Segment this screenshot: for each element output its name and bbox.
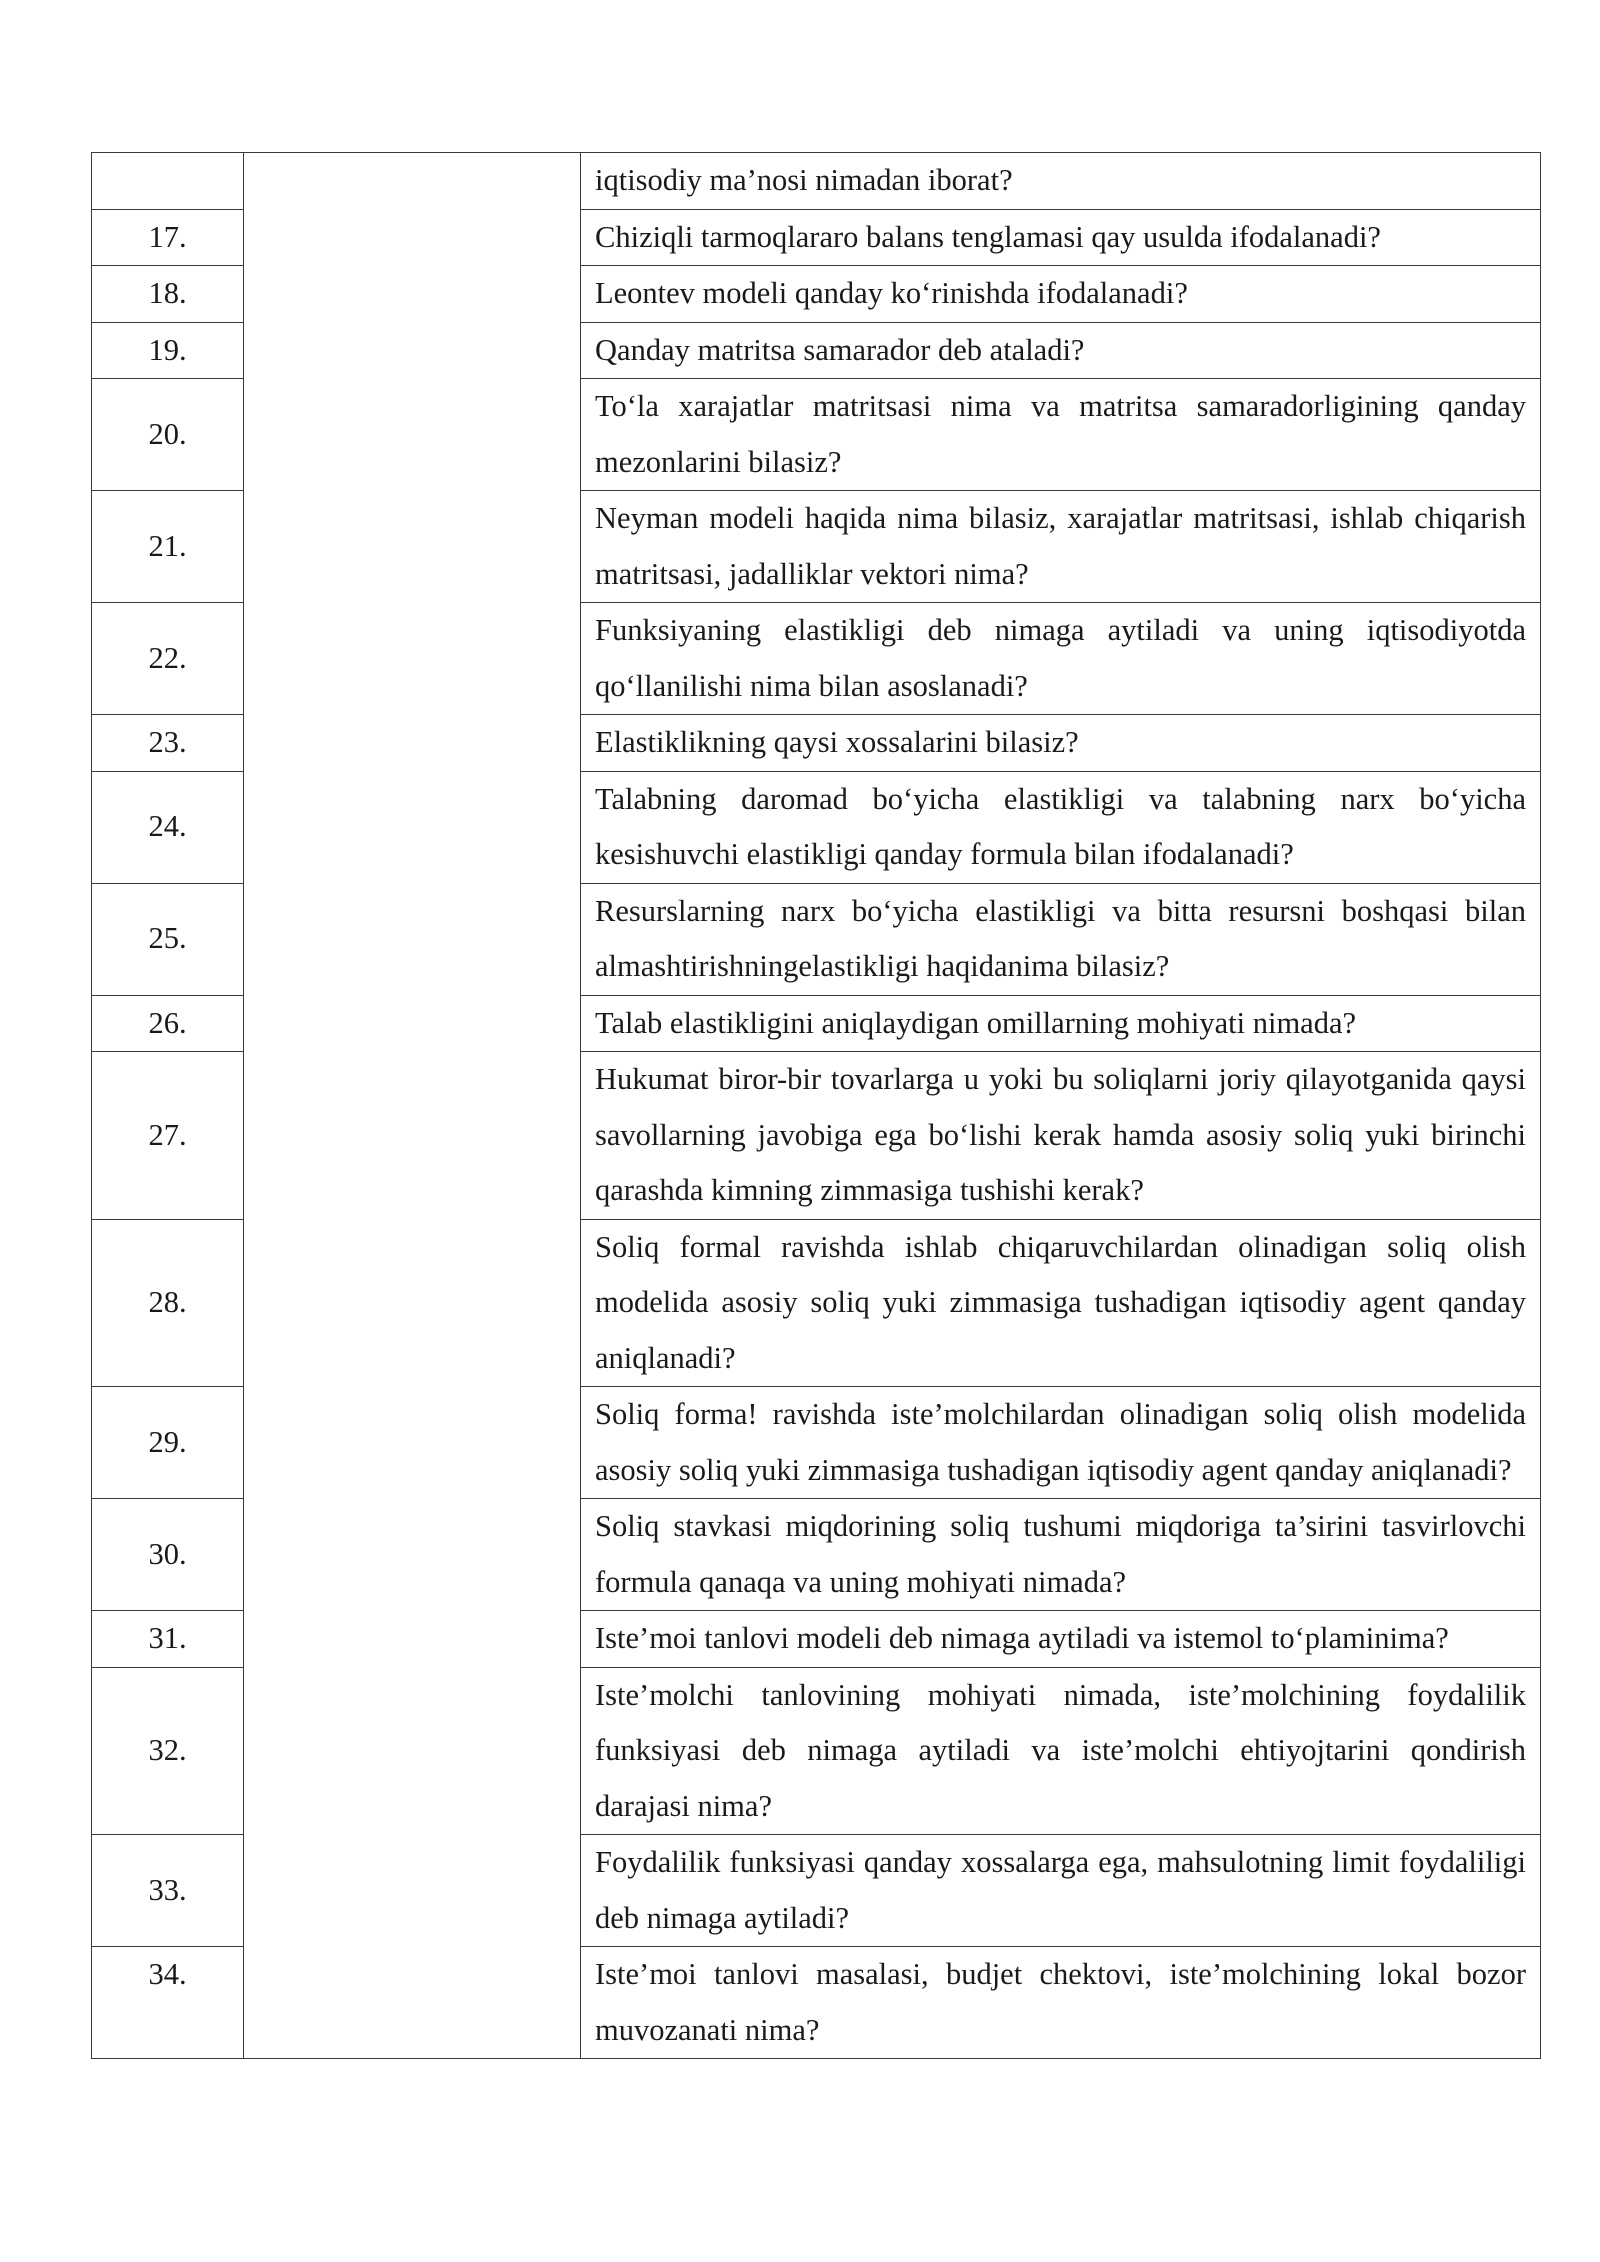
row-number: 29. xyxy=(92,1387,244,1499)
question-text: Neyman modeli haqida nima bilasiz, xarajatlar matritsasi, ishlab chiqarish matritsasi, jadalliklar vektori nima? xyxy=(581,491,1541,603)
question-text: Leontev modeli qanday ko‘rinishda ifodalanadi? xyxy=(581,266,1541,323)
row-number: 20. xyxy=(92,379,244,491)
row-number: 18. xyxy=(92,266,244,323)
question-text: Chiziqli tarmoqlararo balans tenglamasi qay usulda ifodalanadi? xyxy=(581,209,1541,266)
question-text: Funksiyaning elastikligi deb nimaga aytiladi va uning iqtisodiyotda qo‘llanilishi nima bilan asoslanadi? xyxy=(581,603,1541,715)
question-text: Talab elastikligini aniqlaydigan omillarning mohiyati nimada? xyxy=(581,995,1541,1052)
row-number: 27. xyxy=(92,1052,244,1220)
question-text: Foydalilik funksiyasi qanday xossalarga ega, mahsulotning limit foydaliligi deb nimaga aytiladi? xyxy=(581,1835,1541,1947)
row-number: 21. xyxy=(92,491,244,603)
row-number: 28. xyxy=(92,1219,244,1387)
row-number: 23. xyxy=(92,715,244,772)
row-number: 17. xyxy=(92,209,244,266)
row-number: 32. xyxy=(92,1667,244,1835)
question-text: Soliq forma! ravishda iste’molchilardan olinadigan soliq olish modelida asosiy soliq yuki zimmasiga tushadigan iqtisodiy agent qanday aniqlanadi? xyxy=(581,1387,1541,1499)
question-text: Soliq formal ravishda ishlab chiqaruvchilardan olinadigan soliq olish modelida asosiy soliq yuki zimmasiga tushadigan iqtisodiy agent qanday aniqlanadi? xyxy=(581,1219,1541,1387)
row-number: 26. xyxy=(92,995,244,1052)
row-number xyxy=(92,153,244,210)
question-text: Qanday matritsa samarador deb ataladi? xyxy=(581,322,1541,379)
question-text: Resurslarning narx bo‘yicha elastikligi va bitta resursni boshqasi bilan almashtirishningelastikligi haqidanima bilasiz? xyxy=(581,883,1541,995)
question-text: iqtisodiy ma’nosi nimadan iborat? xyxy=(581,153,1541,210)
row-number: 24. xyxy=(92,771,244,883)
question-text: Iste’molchi tanlovining mohiyati nimada, iste’molchining foydalilik funksiyasi deb nimaga aytiladi va iste’molchi ehtiyojtarini qondirish darajasi nima? xyxy=(581,1667,1541,1835)
questions-table-body xyxy=(92,153,1541,2059)
row-number: 25. xyxy=(92,883,244,995)
question-text: Elastiklikning qaysi xossalarini bilasiz? xyxy=(581,715,1541,772)
row-number: 31. xyxy=(92,1611,244,1668)
question-text: Talabning daromad bo‘yicha elastikligi va talabning narx bo‘yicha kesishuvchi elastikligi qanday formula bilan ifodalanadi? xyxy=(581,771,1541,883)
row-number: 22. xyxy=(92,603,244,715)
question-text: Hukumat biror-bir tovarlarga u yoki bu soliqlarni joriy qilayotganida qaysi savollarning javobiga ega bo‘lishi kerak hamda asosiy soliq yuki birinchi qarashda kimning zimmasiga tushishi kerak? xyxy=(581,1052,1541,1220)
row-number: 30. xyxy=(92,1499,244,1611)
questions-table xyxy=(91,152,1541,2059)
question-text: Soliq stavkasi miqdorining soliq tushumi miqdoriga ta’sirini tasvirlovchi formula qanaqa va uning mohiyati nimada? xyxy=(581,1499,1541,1611)
table-row xyxy=(92,153,1541,210)
question-text: To‘la xarajatlar matritsasi nima va matritsa samaradorligining qanday mezonlarini bilasiz? xyxy=(581,379,1541,491)
row-number: 19. xyxy=(92,322,244,379)
row-number: 33. xyxy=(92,1835,244,1947)
question-text: Iste’moi tanlovi masalasi, budjet chektovi, iste’molchining lokal bozor muvozanati nima? xyxy=(581,1947,1541,2059)
empty-column-cell xyxy=(244,153,581,2059)
row-number: 34. xyxy=(92,1947,244,2059)
question-text: Iste’moi tanlovi modeli deb nimaga aytiladi va istemol to‘plaminima? xyxy=(581,1611,1541,1668)
